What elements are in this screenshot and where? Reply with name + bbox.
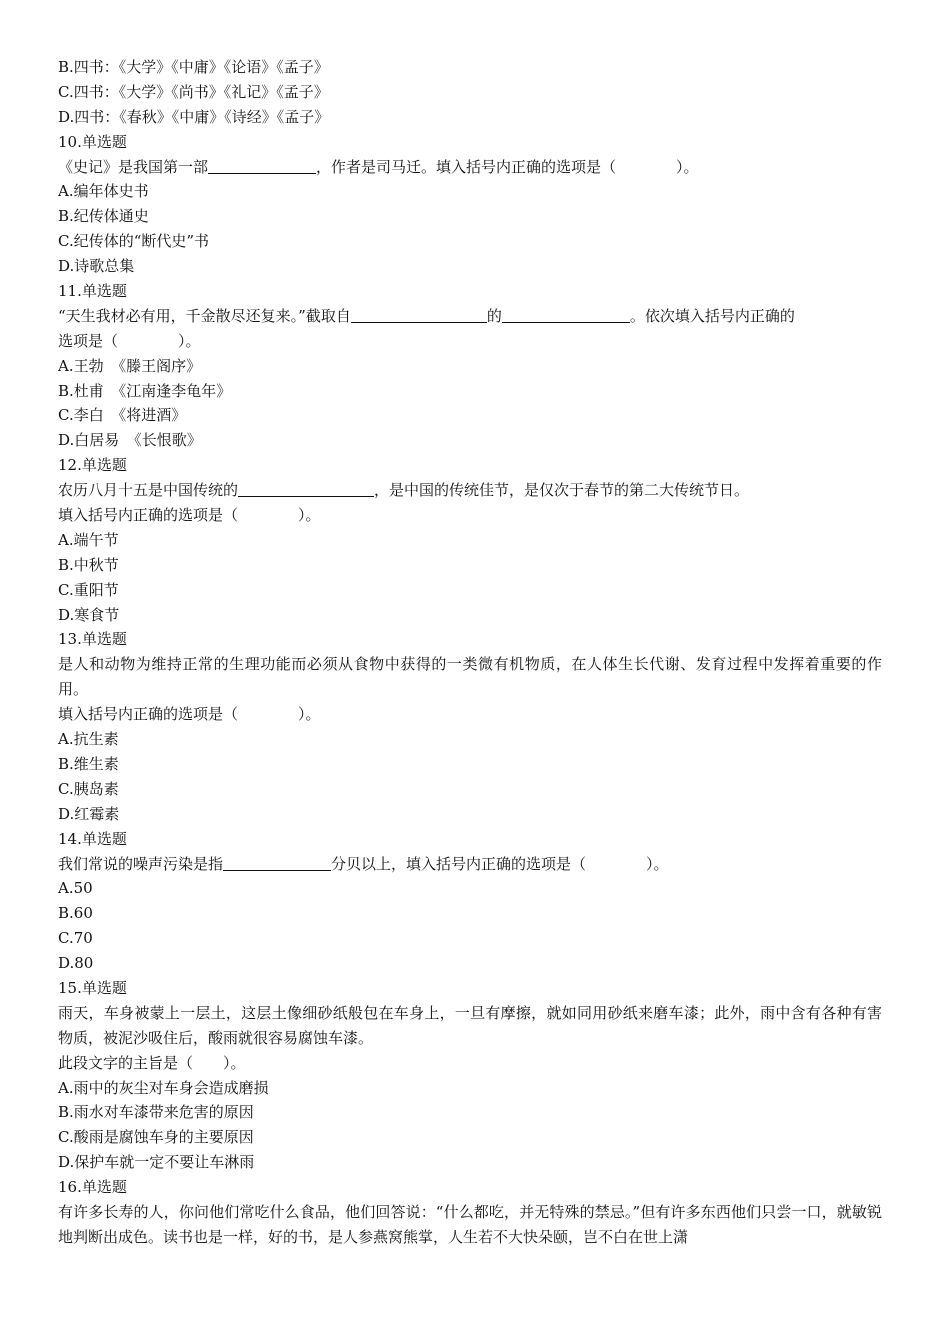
q10-header: 10.单选题 bbox=[58, 132, 127, 151]
q10-stem-post: ，作者是司马迁。填入括号内正确的选项是（ ）。 bbox=[316, 157, 699, 176]
q15-option-d: D.保护车就一定不要让车淋雨 bbox=[58, 1153, 255, 1172]
q14-stem bbox=[58, 852, 882, 877]
q14-option-c: C.70 bbox=[58, 929, 93, 948]
q13-option-b: B.维生素 bbox=[58, 754, 119, 773]
q10-option-c: C.纪传体的“断代史”书 bbox=[58, 232, 210, 251]
q15-option-a: A.雨中的灰尘对车身会造成磨损 bbox=[58, 1078, 269, 1097]
q11-answer-blank-2 bbox=[502, 307, 630, 323]
q10-stem bbox=[58, 155, 882, 180]
q14-option-a: A.50 bbox=[58, 879, 93, 898]
q15-option-c: C.酸雨是腐蚀车身的主要原因 bbox=[58, 1128, 254, 1147]
q13-stem-line2: 填入括号内正确的选项是（ ）。 bbox=[58, 705, 321, 724]
q13-stem: 是人和动物为维持正常的生理功能而必须从食物中获得的一类微有机物质，在人体生长代谢、发育过程中发挥着重要的作用。 bbox=[58, 655, 882, 699]
q10-option-d: D.诗歌总集 bbox=[58, 257, 135, 276]
q12-answer-blank bbox=[238, 481, 374, 497]
q11-option-d: D.白居易 《长恨歌》 bbox=[58, 431, 202, 450]
exam-page bbox=[58, 55, 882, 1250]
q11-answer-blank-1 bbox=[351, 307, 487, 323]
q15-stem: 雨天，车身被蒙上一层土，这层土像细砂纸般包在车身上，一旦有摩擦，就如同用砂纸来磨车漆；此外，雨中含有各种有害物质，被泥沙吸住后，酸雨就很容易腐蚀车漆。 bbox=[58, 1003, 882, 1047]
q11-stem-post: 。依次填入括号内正确的 bbox=[629, 306, 795, 325]
q12-option-b: B.中秋节 bbox=[58, 555, 119, 574]
q11-option-a: A.王勃 《滕王阁序》 bbox=[58, 356, 202, 375]
q11-stem-line2: 选项是（ ）。 bbox=[58, 331, 201, 350]
q15-option-b: B.雨水对车漆带来危害的原因 bbox=[58, 1103, 254, 1122]
q9-option-d: D.四书：《春秋》《中庸》《诗经》《孟子》 bbox=[58, 107, 330, 126]
q13-option-c: C.胰岛素 bbox=[58, 779, 119, 798]
q11-stem-mid: 的 bbox=[486, 306, 502, 325]
q14-option-b: B.60 bbox=[58, 904, 93, 923]
q10-answer-blank bbox=[208, 158, 316, 174]
q14-answer-blank bbox=[223, 855, 331, 871]
q11-stem-pre: “天生我材必有用，千金散尽还复来。”截取自 bbox=[58, 306, 351, 325]
q12-option-d: D.寒食节 bbox=[58, 605, 120, 624]
q14-header: 14.单选题 bbox=[58, 829, 127, 848]
q14-option-d: D.80 bbox=[58, 954, 94, 973]
q11-stem bbox=[58, 304, 882, 329]
q9-option-c: C.四书：《大学》《尚书》《礼记》《孟子》 bbox=[58, 82, 329, 101]
q11-header: 11.单选题 bbox=[58, 282, 127, 301]
q12-header: 12.单选题 bbox=[58, 456, 127, 475]
q16-stem: 有许多长寿的人，你问他们常吃什么食品，他们回答说：“什么都吃，并无特殊的禁忌。”但有许多东西他们只尝一口，就敏锐地判断出成色。读书也是一样，好的书，是人参燕窝熊掌，人生若不大快朵颐，岂不白在世上潇 bbox=[58, 1203, 882, 1246]
q10-option-a: A.编年体史书 bbox=[58, 182, 149, 201]
q12-stem bbox=[58, 478, 882, 503]
q15-stem-line2: 此段文字的主旨是（ ）。 bbox=[58, 1053, 246, 1072]
q9-option-b: B.四书：《大学》《中庸》《论语》《孟子》 bbox=[58, 58, 329, 76]
q13-option-d: D.红霉素 bbox=[58, 804, 120, 823]
q16-header: 16.单选题 bbox=[58, 1178, 127, 1197]
q13-header: 13.单选题 bbox=[58, 630, 127, 649]
q11-option-b: B.杜甫 《江南逢李龟年》 bbox=[58, 381, 232, 400]
q12-stem-post: ，是中国的传统佳节，是仅次于春节的第二大传统节日。 bbox=[374, 481, 750, 500]
q11-option-c: C.李白 《将进酒》 bbox=[58, 406, 187, 425]
q12-option-a: A.端午节 bbox=[58, 530, 119, 549]
q13-option-a: A.抗生素 bbox=[58, 730, 119, 749]
q10-option-b: B.纪传体通史 bbox=[58, 207, 149, 226]
q14-stem-post: 分贝以上，填入括号内正确的选项是（ ）。 bbox=[331, 854, 669, 873]
q15-header: 15.单选题 bbox=[58, 978, 127, 997]
q12-stem-pre: 农历八月十五是中国传统的 bbox=[58, 481, 239, 500]
q12-option-c: C.重阳节 bbox=[58, 580, 119, 599]
q10-stem-pre: 《史记》是我国第一部 bbox=[58, 157, 209, 176]
q12-stem-line2: 填入括号内正确的选项是（ ）。 bbox=[58, 506, 321, 525]
q14-stem-pre: 我们常说的噪声污染是指 bbox=[58, 854, 224, 873]
